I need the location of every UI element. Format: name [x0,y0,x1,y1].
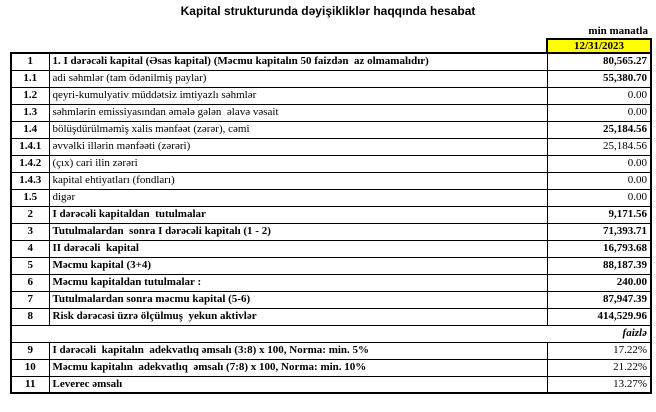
row-label-cell: I dərəcəli kapitalın adekvatlıq əmsalı (3:8) x 100, Norma: min. 5% [49,342,547,359]
table-row [11,189,651,206]
table-row [11,53,651,70]
table-row [11,342,651,359]
row-label-cell: adi səhmlər (tam ödənilmiş paylar) [49,70,547,87]
table-row [11,206,651,223]
row-value-cell: 414,529.96 [547,308,651,325]
table-row [11,308,651,325]
row-value-cell: 55,380.70 [547,70,651,87]
row-number-cell: 4 [11,240,49,257]
row-value-cell: 0.00 [547,189,651,206]
row-label-cell: II dərəcəli kapital [49,240,547,257]
row-label-cell: Məcmu kapitalın adekvatlıq əmsalı (7:8) x 100, Norma: min. 10% [49,359,547,376]
unit-label: min manatla [588,25,648,37]
row-label-cell: I dərəcəli kapitaldan tutulmalar [49,206,547,223]
table-row [11,87,651,104]
row-label-cell: Məcmu kapital (3+4) [49,257,547,274]
separator-row-cell: faizlə [11,325,651,342]
row-value-cell: 21.22% [547,359,651,376]
row-number-cell: 1.3 [11,104,49,121]
row-number-cell: 9 [11,342,49,359]
row-number-cell: 1.4.3 [11,172,49,189]
table-row [11,274,651,291]
row-value-cell: 0.00 [547,172,651,189]
row-label-cell: digər [49,189,547,206]
row-number-cell: 3 [11,223,49,240]
table-body [11,53,651,393]
table-row [11,138,651,155]
row-value-cell: 87,947.39 [547,291,651,308]
row-label-cell: 1. I dərəcəli kapital (Əsas kapital) (Məcmu kapitalın 50 faizdən az olmamalıdır) [49,53,547,70]
row-number-cell: 11 [11,376,49,393]
row-label-cell: (çıx) cari ilin zərəri [49,155,547,172]
row-label-cell: Leverec əmsalı [49,376,547,393]
row-number-cell: 2 [11,206,49,223]
table-row [11,257,651,274]
capital-structure-table [10,52,652,394]
row-number-cell: 1.2 [11,87,49,104]
row-label-cell: bölüşdürülməmiş xalis mənfəət (zərər), cəmi [49,121,547,138]
row-value-cell: 80,565.27 [547,53,651,70]
row-label-cell: kapital ehtiyatları (fondları) [49,172,547,189]
row-number-cell: 1.4 [11,121,49,138]
table-row [11,359,651,376]
table-row [11,104,651,121]
row-value-cell: 25,184.56 [547,121,651,138]
row-label-cell: Tutulmalardan sonra I dərəcəli kapitalı (1 - 2) [49,223,547,240]
table-row [11,155,651,172]
table-row [11,121,651,138]
date-header-cell: 12/31/2023 [546,38,652,54]
row-value-cell: 25,184.56 [547,138,651,155]
row-label-cell: qeyri-kumulyativ müddətsiz imtiyazlı səhmlər [49,87,547,104]
table-row [11,376,651,393]
row-number-cell: 7 [11,291,49,308]
table-row [11,240,651,257]
row-value-cell: 88,187.39 [547,257,651,274]
row-number-cell: 10 [11,359,49,376]
page-title: Kapital strukturunda dəyişikliklər haqqında hesabat [180,4,476,18]
row-value-cell: 0.00 [547,104,651,121]
row-label-cell: səhmlərin emissiyasından əmələ gələn əlavə vəsait [49,104,547,121]
row-number-cell: 5 [11,257,49,274]
row-number-cell: 1.4.1 [11,138,49,155]
table-row [11,223,651,240]
row-number-cell: 1.5 [11,189,49,206]
row-label-cell: Məcmu kapitaldan tutulmalar : [49,274,547,291]
row-value-cell: 13.27% [547,376,651,393]
row-value-cell: 17.22% [547,342,651,359]
row-number-cell: 1.4.2 [11,155,49,172]
row-value-cell: 16,793.68 [547,240,651,257]
row-number-cell: 8 [11,308,49,325]
row-value-cell: 71,393.71 [547,223,651,240]
row-number-cell: 1.1 [11,70,49,87]
row-label-cell: Tutulmalardan sonra məcmu kapital (5-6) [49,291,547,308]
row-value-cell: 240.00 [547,274,651,291]
row-value-cell: 9,171.56 [547,206,651,223]
table-row [11,172,651,189]
row-label-cell: əvvəlki illərin mənfəəti (zərəri) [49,138,547,155]
row-value-cell: 0.00 [547,87,651,104]
row-value-cell: 0.00 [547,155,651,172]
table-row [11,291,651,308]
row-label-cell: Risk dərəcəsi üzrə ölçülmuş yekun aktivlər [49,308,547,325]
row-number-cell: 6 [11,274,49,291]
table-row [11,325,651,342]
row-number-cell: 1 [11,53,49,70]
table-row [11,70,651,87]
